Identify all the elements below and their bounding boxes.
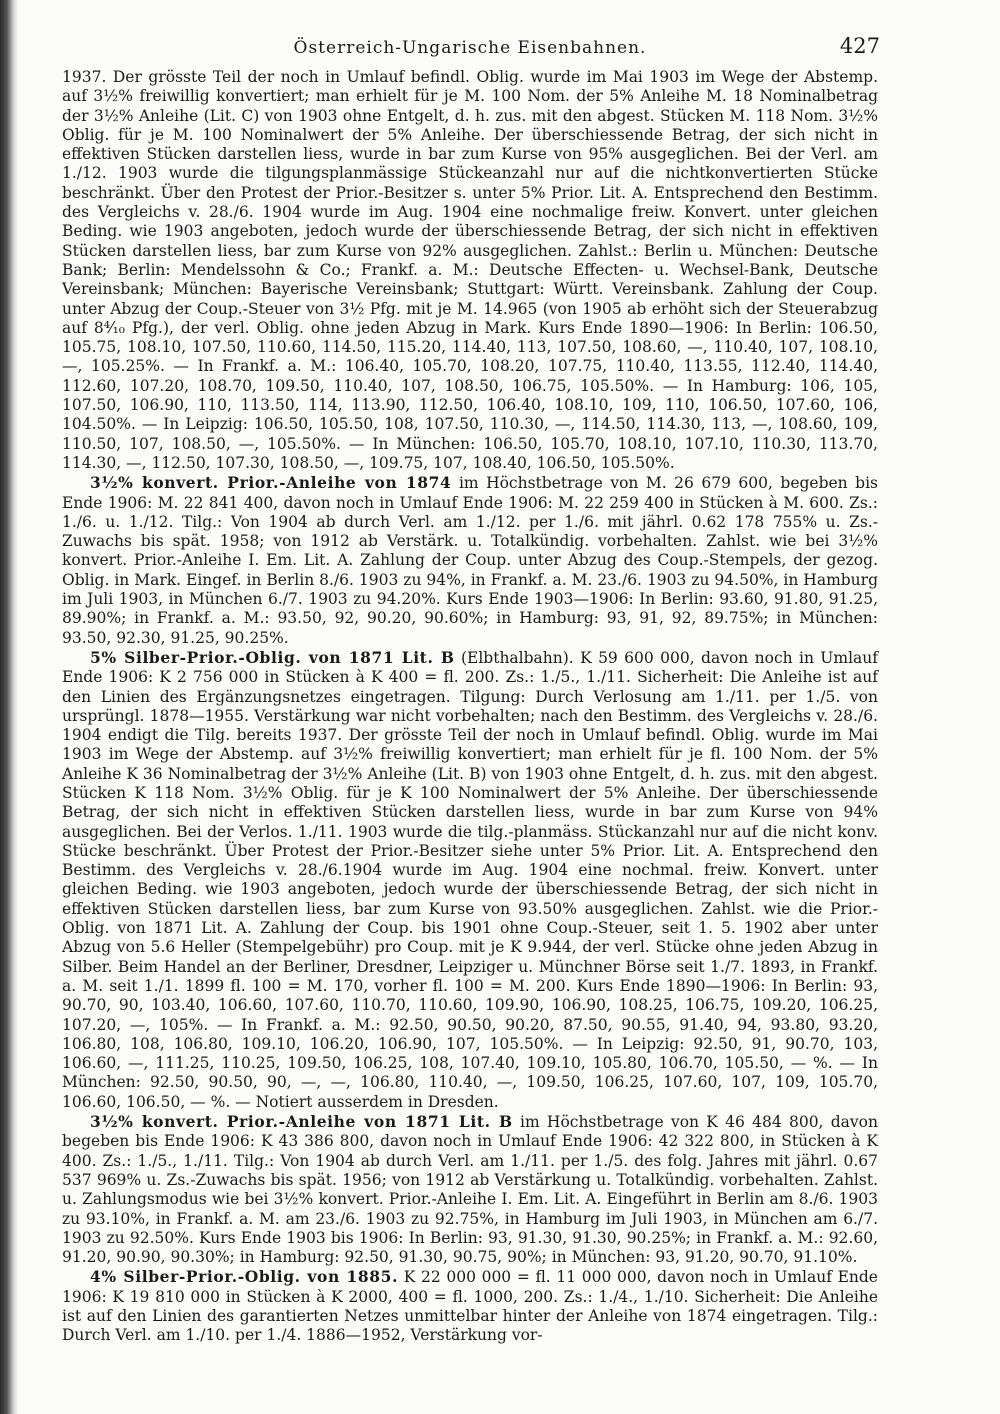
paragraph-text: im Höchstbetrage von K 46 484 800, davon begeben bis Ende 1906: K 43 386 800, davon noch in Umlauf Ende 1906: 42 322 800, in Stücken à K 400. Zs.: 1./5., 1./11. Tilg.: Von 1904 ab durch Verl. am 1./11. per 1./5. des folg. Jahres mit jährl. 0.67 537 969% u. Zs.-Zuwachs bis spät. 1956; von 1912 ab Verstärkung u. Totalkündig. vorbehalten. Zahlst. u. Zahlungsmodus wie bei 3½% konvert. Prior.-Anleihe I. Em. Lit. A. Eingeführt in Berlin am 8./6. 1903 zu 93.10%, in Frankf. a. M. am 23./6. 1903 zu 92.75%, in Hamburg im Juli 1903, in München am 6./7. 1903 zu 92.50%. Kurs Ende 1903 bis 1906: In Berlin: 93, 91.30, 91.30, 90.25%; in Frankf. a. M.: 92.60, 91.20, 90.90, 90.30%; in Hamburg: 92.50, 91.30, 90.75, 90%; in München: 93, 91.20, 90.70, 91.10%. xyxy=(62,1113,878,1267)
running-title: Österreich-Ungarische Eisenbahnen. xyxy=(293,38,647,58)
section-heading: 3½% konvert. Prior.-Anleihe von 1871 Lit. B xyxy=(90,1112,513,1132)
paragraph-text: K 22 000 000 = fl. 11 000 000, davon noch in Umlauf Ende 1906: K 19 810 000 in Stücken à K 2000, 400 = fl. 1000, 200. Zs.: 1./4., 1./10. Sicherheit: Die Anleihe ist auf den Linien des garantierten Netzes unmittelbar hinter der Anleihe von 1874 eingetragen. Tilg.: Durch Verl. am 1./10. per 1./4. 1886—1952, Verstärkung vor- xyxy=(62,1268,878,1345)
paragraph-silber-prior-1885 xyxy=(62,1267,878,1345)
binding-edge xyxy=(0,0,18,1414)
section-heading: 5% Silber-Prior.-Oblig. von 1871 Lit. B xyxy=(90,647,455,667)
body-text xyxy=(62,68,878,1346)
paragraph-text: im Höchstbetrage von M. 26 679 600, begeben bis Ende 1906: M. 22 841 400, davon noch in Umlauf Ende 1906: M. 22 259 400 in Stücken à M. 600. Zs.: 1./6. u. 1./12. Tilg.: Von 1904 ab durch Verl. am 1./12. per 1./6. mit jährl. 0.62 178 755% u. Zs.-Zuwachs bis spät. 1958; von 1912 ab Verstärk. u. Totalkündig. vorbehalten. Zahlst. wie bei 3½% konvert. Prior.-Anleihe I. Em. Lit. A. Zahlung der Coup. unter Abzug des Coup.-Stempels, der gezog. Oblig. in Mark. Eingef. in Berlin 8./6. 1903 zu 94%, in Frankf. a. M. 23./6. 1903 zu 94.50%, in Hamburg im Juli 1903, in München 6./7. 1903 zu 94.20%. Kurs Ende 1903—1906: In Berlin: 93.60, 91.80, 91.25, 89.90%; in Frankf. a. M.: 93.50, 92, 90.20, 90.60%; in Hamburg: 93, 91, 92, 89.75%; in München: 93.50, 92.30, 91.25, 90.25%. xyxy=(62,474,878,647)
section-heading: 3½% konvert. Prior.-Anleihe von 1874 xyxy=(90,473,452,493)
running-header xyxy=(60,34,880,64)
paragraph-prior-anleihe-1871 xyxy=(62,1112,878,1267)
paragraph-silber-prior-1871 xyxy=(62,648,878,1112)
section-heading: 4% Silber-Prior.-Oblig. von 1885. xyxy=(90,1267,399,1287)
page-number: 427 xyxy=(839,34,880,58)
paragraph-text: 1937. Der grösste Teil der noch in Umlauf befindl. Oblig. wurde im Mai 1903 im Wege der Abstemp. auf 3½% freiwillig konvertiert; man erhielt für je M. 100 Nom. der 5% Anleihe M. 18 Nominalbetrag der 3½% Anleihe (Lit. C) von 1903 ohne Entgelt, d. h. zus. mit den abgest. Stücken M. 118 Nom. 3½% Oblig. für je M. 100 Nominalwert der 5% Anleihe. Der überschiessende Betrag, der sich nicht in effektiven Stücken darstellen liess, wurde in bar zum Kurse von 95% ausgeglichen. Bei der Verl. am 1./12. 1903 wurde die tilgungsplanmässige Stückeanzahl nur auf die nichtkonvertierten Stücke beschränkt. Über den Protest der Prior.-Besitzer s. unter 5% Prior. Lit. A. Entsprechend den Bestimm. des Vergleichs v. 28./6. 1904 wurde im Aug. 1904 eine nochmalige freiw. Konvert. unter gleichen Beding. wie 1903 angeboten, jedoch wurde der überschiessende Betrag, der sich nicht in effektiven Stücken darstellen liess, bar zum Kurse von 92% ausgeglichen. Zahlst.: Berlin u. München: Deutsche Bank; Berlin: Mendelssohn & Co.; Frankf. a. M.: Deutsche Effecten- u. Wechsel-Bank, Deutsche Vereinsbank; München: Bayerische Vereinsbank; Stuttgart: Württ. Vereinsbank. Zahlung der Coup. unter Abzug der Coup.-Steuer von 3½ Pfg. mit je M. 14.965 (von 1905 ab erhöht sich der Steuerabzug auf 8⁴⁄₁₀ Pfg.), der verl. Oblig. ohne jeden Abzug in Mark. Kurs Ende 1890—1906: In Berlin: 106.50, 105.75, 108.10, 107.50, 110.60, 114.50, 115.20, 114.40, 113, 107.50, 108.60, —, 110.40, 107, 108.10, —, 105.25%. — In Frankf. a. M.: 106.40, 105.70, 108.20, 107.75, 110.40, 113.55, 112.40, 114.40, 112.60, 107.20, 108.70, 109.50, 110.40, 107, 108.50, 106.75, 105.50%. — In Hamburg: 106, 105, 107.50, 106.90, 110, 113.50, 114, 113.90, 112.50, 106.40, 108.10, 109, 110, 106.50, 107.60, 106, 104.50%. — In Leipzig: 106.50, 105.50, 108, 107.50, 110.30, —, 114.50, 114.30, 113, —, 108.60, 109, 110.50, 107, 108.50, —, 105.50%. — In München: 106.50, 105.70, 108.10, 107.10, 110.30, 113.70, 114.30, —, 112.50, 107.30, 108.50, —, 109.75, 107, 108.40, 106.50, 105.50%. xyxy=(62,68,878,472)
paragraph-prior-anleihe-1874 xyxy=(62,473,878,648)
paragraph-text: (Elbthalbahn). K 59 600 000, davon noch in Umlauf Ende 1906: K 2 756 000 in Stücken à K 400 = fl. 200. Zs.: 1./5., 1./11. Sicherheit: Die Anleihe ist auf den Linien des Ergänzungsnetzes eingetragen. Tilgung: Durch Verlosung am 1./11. per 1./5. von ursprüngl. 1878—1955. Verstärkung war nicht vorbehalten; nach den Bestimm. des Vergleichs v. 28./6. 1904 endigt die Tilg. bereits 1937. Der grösste Teil der noch in Umlauf befindl. Oblig. wurde im Mai 1903 im Wege der Abstemp. auf 3½% freiwillig konvertiert; man erhielt für je fl. 100 Nom. der 5% Anleihe K 36 Nominalbetrag der 3½% Anleihe (Lit. B) von 1903 ohne Entgelt, d. h. zus. mit den abgest. Stücken K 118 Nom. 3½% Oblig. für je K 100 Nominalwert der 5% Anleihe. Der überschiessende Betrag, der sich nicht in effektiven Stücken darstellen liess, wurde in bar zum Kurse von 94% ausgeglichen. Bei der Verlos. 1./11. 1903 wurde die tilg.-planmäss. Stückanzahl nur auf die nicht konv. Stücke beschränkt. Über Protest der Prior.-Besitzer siehe unter 5% Prior. Lit. A. Entsprechend den Bestimm. des Vergleichs v. 28./6.1904 wurde im Aug. 1904 eine nochmal. freiw. Konvert. unter gleichen Beding. wie 1903 angeboten, jedoch wurde der überschiessende Betrag, der sich nicht in effektiven Stücken darstellen liess, bar zum Kurse von 93.50% ausgeglichen. Zahlst. wie die Prior.-Oblig. von 1871 Lit. A. Zahlung der Coup. bis 1901 ohne Coup.-Steuer, seit 1. 5. 1902 aber unter Abzug von 5.6 Heller (Stempelgebühr) pro Coup. mit je K 9.944, der verl. Stücke ohne jeden Abzug in Silber. Beim Handel an der Berliner, Dresdner, Leipziger u. Münchner Börse seit 1./7. 1893, in Frankf. a. M. seit 1./1. 1899 fl. 100 = M. 170, vorher fl. 100 = M. 200. Kurs Ende 1890—1906: In Berlin: 93, 90.70, 90, 103.40, 106.60, 107.60, 110.70, 110.60, 109.90, 106.90, 108.25, 106.75, 109.20, 106.25, 107.20, —, 105%. — In Frankf. a. M.: 92.50, 90.50, 90.20, 87.50, 90.55, 91.40, 94, 93.80, 93.20, 106.80, 108, 106.80, 109.10, 106.20, 106.90, 107, 105.50%. — In Leipzig: 92.50, 91, 90.70, 103, 106.60, —, 111.25, 110.25, 109.50, 106.25, 108, 107.40, 109.10, 105.80, 106.70, 105.50, — %. — In München: 92.50, 90.50, 90, —, —, 106.80, 110.40, —, 109.50, 106.25, 107.60, 107, 109, 105.70, 106.60, 106.50, — %. — Notiert ausserdem in Dresden. xyxy=(62,648,878,1111)
paragraph-continuation xyxy=(62,68,878,473)
